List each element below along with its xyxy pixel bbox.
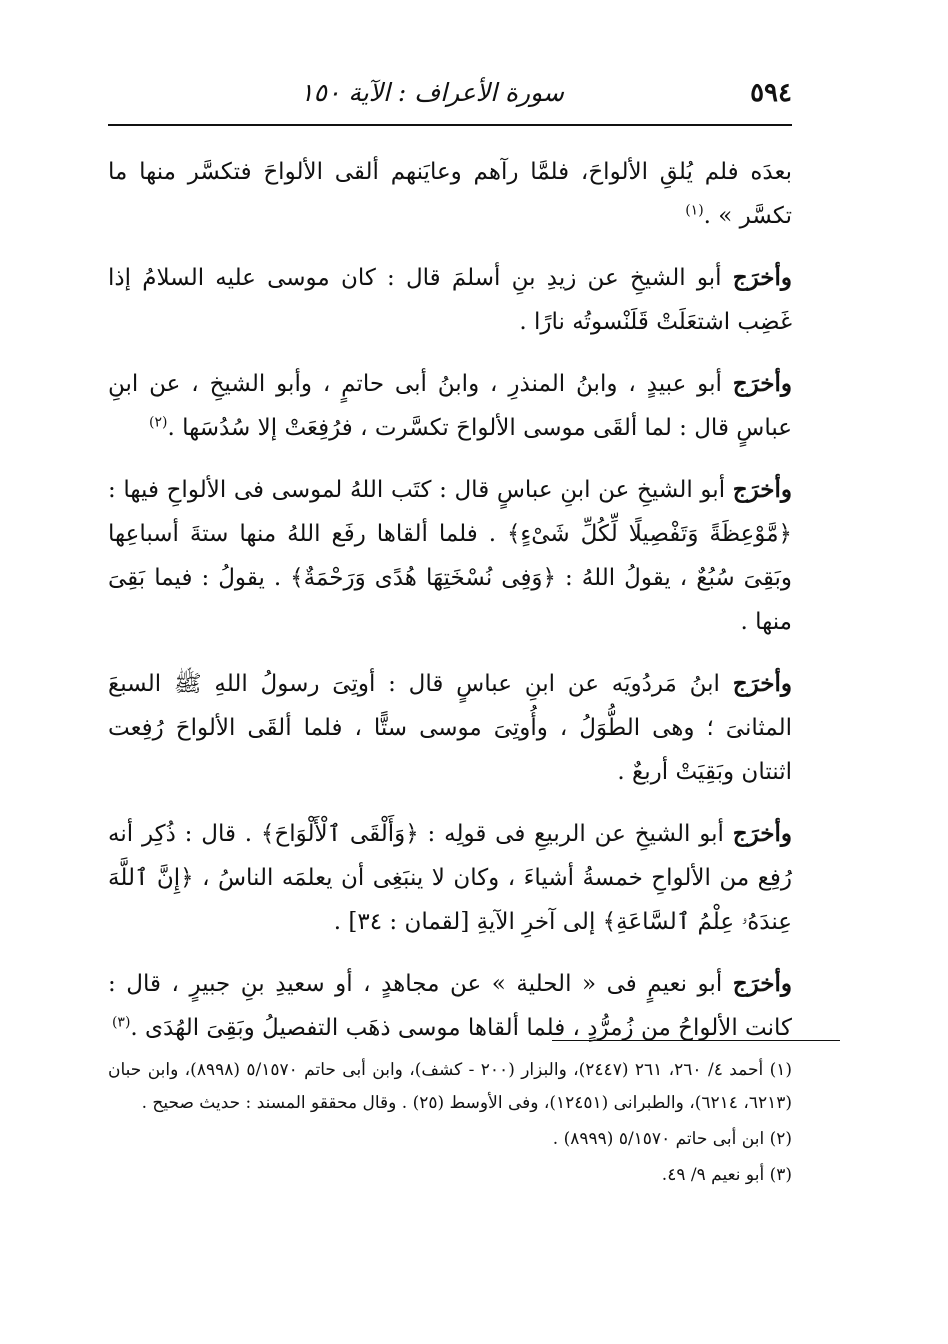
- paragraph: [108, 662, 792, 794]
- header-rule: [108, 124, 792, 126]
- paragraph-text: أبو الشيخِ عن الربيعِ فى قولِه : ﴿وَأَلْقَى ٱلْأَلْوَاحَ﴾ . قال : ذُكِر أنه رُفِع من الألواحِ خمسةُ أشياءَ ، وكان لا ينبَغِى أن يعلمَه الناسُ ، ﴿إِنَّ ٱللَّهَ عِندَهُۥ عِلْمُ ٱلسَّاعَةِ﴾ إلى آخرِ الآيةِ [لقمان : ٣٤] .: [108, 821, 792, 935]
- paragraph-lead: وأخرَج: [732, 476, 792, 503]
- footnote-reference: (١): [685, 202, 704, 219]
- footnote-reference: (٢): [149, 414, 168, 431]
- footnote: (١) أحمد ٤/ ٢٦٠، ٢٦١ (٢٤٤٧)، والبزار (٢٠٠ - كشف)، وابن أبى حاتم ٥/١٥٧٠ (٨٩٩٨)، وابن حبان (٦٢١٣، ٦٢١٤)، والطبرانى (١٢٤٥١)، وفى الأوسط (٢٥) . وقال محققو المسند : حديث صحيح .: [108, 1060, 793, 1113]
- paragraph-text: ابنُ مَردُويَه عن ابنِ عباسٍ قال : أوتِىَ رسولُ اللهِ ﷺ السبعَ المثانىَ ؛ وهى الطُّوَلُ ، وأُوتِىَ موسى ستًّا ، فلما ألقَى الألواحَ رُفِعت اثنتان وبَقِيَتْ أربعٌ .: [108, 671, 792, 785]
- main-text: [108, 150, 792, 1068]
- page-header: [108, 72, 792, 116]
- paragraph: [108, 362, 792, 450]
- page-number: ٥٩٤: [750, 78, 792, 108]
- paragraph-lead: وأخرَج: [732, 670, 792, 697]
- paragraph-lead: وأخرَج: [732, 820, 792, 847]
- footnote-rule: [552, 1040, 840, 1041]
- paragraph: [108, 962, 792, 1050]
- paragraph: [108, 150, 792, 238]
- running-title: سورة الأعراف : الآية ١٥٠: [300, 78, 564, 107]
- paragraph-lead: وأخرَج: [732, 370, 792, 397]
- footnote: (٣) أبو نعيم ٩/ ٤٩.: [661, 1165, 792, 1185]
- paragraph-text: بعدَه فلم يُلقِ الألواحَ، فلمَّا رآهم وعايَنهم ألقى الألواحَ فتكسَّر منها ما تكسَّر » .: [108, 159, 792, 229]
- paragraph-text: أبو نعيمٍ فى « الحلية » عن مجاهدٍ ، أو سعيدِ بنِ جبيرٍ ، قال : كانت الألواحُ من زُمرُّدٍ ، فلما ألقاها موسى ذهَب التفصيلُ وبَقِىَ الهُدَى .: [108, 971, 792, 1041]
- paragraph-text: أبو الشيخِ عن ابنِ عباسٍ قال : كتَب اللهُ لموسى فى الألواحِ فيها : ﴿مَّوْعِظَةً وَتَفْصِيلًا لِّكُلِّ شَىْءٍ﴾ . فلما ألقاها رفَع اللهُ منها ستةَ أسباعِها وبَقِىَ سُبُعٌ ، يقولُ اللهُ : ﴿وَفِى نُسْخَتِهَا هُدًى وَرَحْمَةٌ﴾ . يقولُ : فيما بَقِىَ منها .: [108, 477, 792, 635]
- footnote-reference: (٣): [111, 1014, 131, 1031]
- paragraph-lead: وأخرَج: [732, 264, 792, 291]
- paragraph: [108, 256, 792, 344]
- footnote: (٢) ابن أبى حاتم ٥/١٥٧٠ (٨٩٩٩) .: [552, 1129, 792, 1149]
- paragraph-text: أبو عبيدٍ ، وابنُ المنذرِ ، وابنُ أبى حاتمٍ ، وأبو الشيخِ ، عن ابنِ عباسٍ قال : لما ألقَى موسى الألواحَ تكسَّرت ، فرُفِعَتْ إلا سُدُسَها .: [108, 371, 792, 441]
- paragraph: [108, 468, 792, 644]
- footnotes: [108, 1054, 792, 1195]
- paragraph-text: أبو الشيخِ عن زيدِ بنِ أسلمَ قال : كان موسى عليه السلامُ إذا غَضِب اشتعَلَتْ قَلَنْسوتُه نارًا .: [108, 265, 792, 335]
- paragraph: [108, 812, 792, 944]
- paragraph-lead: وأخرَج: [732, 970, 792, 997]
